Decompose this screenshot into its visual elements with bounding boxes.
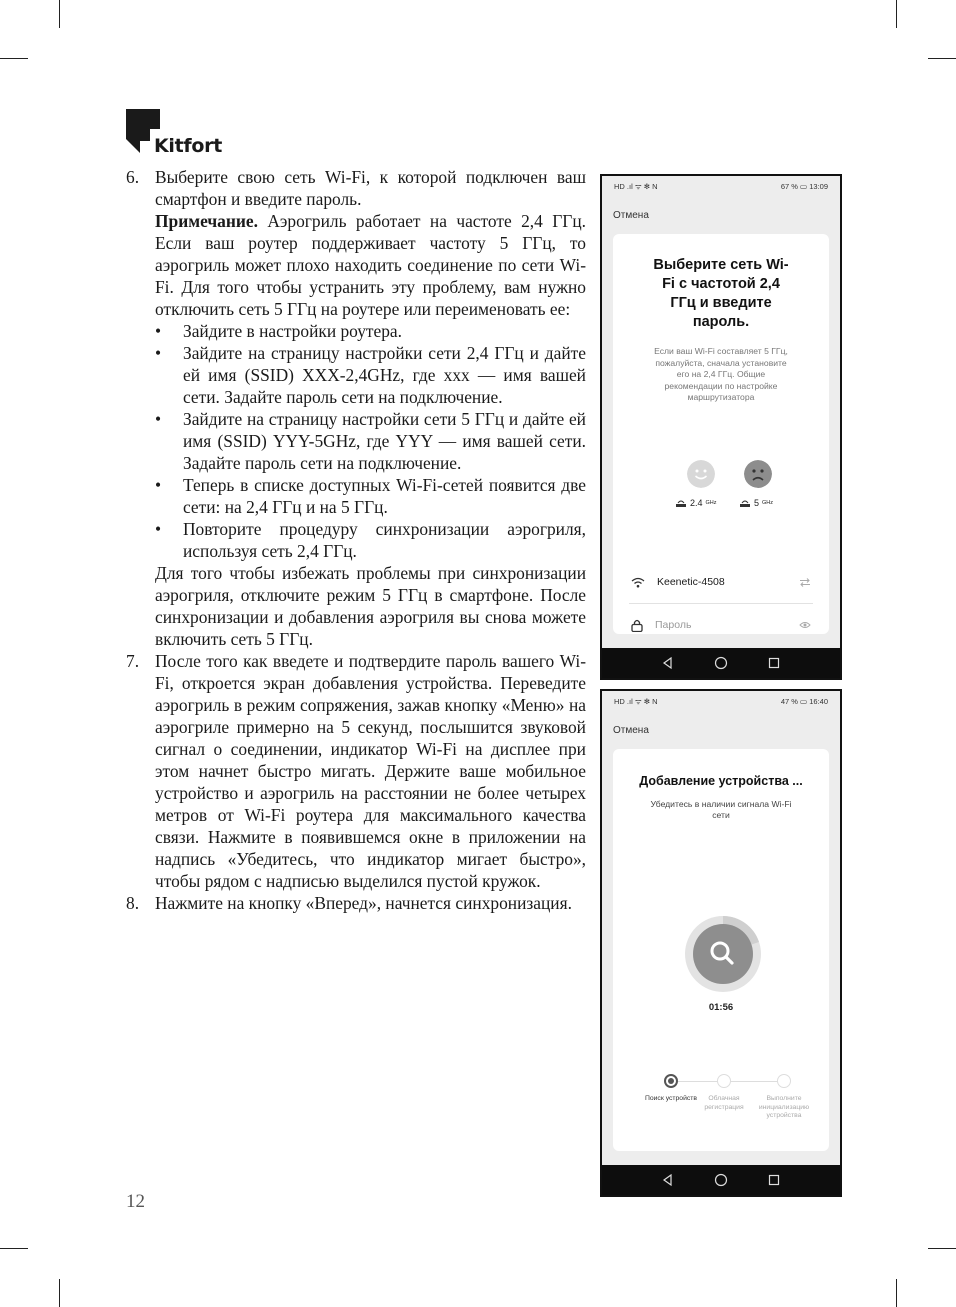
status-icons: HD .ıl ᯤ ✻ N [614,182,658,191]
bullet-item: • Зайдите в настройки роутера. [155,321,402,341]
step-body: После того как введете и подтвердите пароль вашего Wi-Fi, откроется экран добавления устройства. Переведите аэрогриль в режим сопряжения, зажав кнопку «Меню» на аэрогриле примерно на 5 секунд, послышится звуковой сигнал о соединении, индикатор Wi-Fi на дисплее при этом начнет быстро мигать. Держите ваше мобильное устройство и аэрогриль на расстоянии не более четырех метров от Wi-Fi роутера для максимального качества связи. Нажмите в появившемся окне в приложении на надпись «Убедитесь, что индикатор мигает быстро», чтобы рядом с надписью выделился пустой кружок. [155,651,586,891]
step-label: Облачная регистрация [704,1095,744,1111]
nav-bar [602,648,840,678]
crop-mark [896,1279,897,1307]
smile-face-icon [687,460,715,488]
phone-screenshot-wifi [600,174,842,680]
adding-device-subtitle: Убедитесь в наличии сигнала Wi-Fi сети [650,799,792,820]
bullet-item: • Зайдите на страницу настройки сети 5 ГГц и дайте ей имя (SSID) YYY-5GHz, где YYY — имя вашей сети. Задайте пароль сети на подключение. [155,409,586,473]
wifi-subtitle[interactable]: Если ваш Wi-Fi составляет 5 ГГц, пожалуйста, сначала установите его на 2,4 ГГц. Общие рекомендации по настройке маршрутизатора [654,346,788,402]
step-label: Выполните инициализацию устройства [758,1095,810,1119]
back-icon[interactable] [661,1173,675,1187]
after-paragraph: Для того чтобы избежать проблемы при синхронизации аэрогриля, отключите режим 5 ГГц в смартфоне. После синхронизации и добавления аэрогриля вы снова можете включить сеть 5 ГГц. [155,563,586,649]
wifi-title: Выберите сеть Wi-Fi с частотой 2,4 ГГц и введите пароль. [653,257,789,330]
instructions-text [126,166,586,914]
phone-screenshot-adding-device [600,689,842,1197]
cloud-icon [717,1074,731,1088]
password-row[interactable] [631,610,811,640]
home-icon[interactable] [714,1173,728,1187]
crop-mark [896,0,897,28]
status-icons: HD .ıl ᯤ ✻ N [614,697,658,706]
brand-logo [126,109,256,159]
cancel-button[interactable]: Отмена [613,725,649,736]
band-24ghz: 2.4 GHz [675,498,717,508]
lock-icon [631,619,643,632]
divider [629,603,813,604]
brand-name: Kitfort [154,135,222,157]
search-progress [683,914,763,994]
note-paragraph [126,210,586,320]
step-label: Поиск устройств [644,1095,698,1102]
back-icon[interactable] [661,656,675,670]
note-label: Примечание. [155,211,258,231]
switch-network-icon[interactable] [799,578,811,587]
band-5ghz: 5 GHz [739,498,773,508]
sad-face-icon [744,460,772,488]
wifi-icon [631,577,645,588]
step-8 [126,892,586,914]
step-number: 8. [126,893,140,913]
bullet-item: • Повторите процедуру синхронизации аэрогриля, используя сеть 2,4 ГГц. [155,519,586,561]
nav-bar [602,1165,840,1195]
status-bar [602,691,840,713]
recent-apps-icon[interactable] [767,1173,781,1187]
wifi-card [613,234,829,634]
status-battery-time: 47 % ▭ 16:40 [780,697,828,706]
bullet-list [126,320,586,562]
step-lead: Выберите свою сеть Wi-Fi, к которой подключен ваш смартфон и введите пароль. [155,167,586,209]
crop-mark [928,1248,956,1249]
home-icon[interactable] [714,656,728,670]
ssid-value: Keenetic-4508 [657,576,725,588]
crop-mark [59,0,60,28]
countdown-timer: 01:56 [708,1002,734,1013]
crop-mark [59,1279,60,1307]
ssid-row[interactable] [631,567,811,597]
step-number: 6. [126,167,140,187]
copyright-icon [777,1074,791,1088]
crop-mark [928,58,956,59]
step-number: 7. [126,651,140,671]
step-7 [126,650,586,892]
cancel-button[interactable]: Отмена [613,210,649,221]
adding-device-title: Добавление устройства ... [639,774,803,788]
step-body: Нажмите на кнопку «Вперед», начнется синхронизация. [155,893,572,913]
router-icon [675,499,687,508]
password-input[interactable]: Пароль [655,619,692,631]
note-text: Аэрогриль работает на частоте 2,4 ГГц. Если ваш роутер поддерживает частоту 5 ГГц, то аэрогриль может плохо находить соединение по сети Wi-Fi. Для того чтобы устранить эту проблему, вам нужно отключить сеть 5 ГГц на роутере или переименовать ее: [155,211,586,319]
step-6 [126,166,586,210]
step-dot-active [664,1074,678,1088]
recent-apps-icon[interactable] [767,656,781,670]
bullet-item: • Зайдите на страницу настройки сети 2,4 ГГц и дайте ей имя (SSID) XXX-2,4GHz, где xxx — имя вашей сети. Задайте пароль сети на подключение. [155,343,586,407]
adding-device-card [613,749,829,1151]
eye-icon[interactable] [799,621,811,629]
crop-mark [0,1248,28,1249]
crop-mark [0,58,28,59]
status-bar [602,176,840,198]
page-number: 12 [126,1191,145,1212]
router-icon [739,499,751,508]
bullet-item: • Теперь в списке доступных Wi-Fi-сетей появится две сети: на 2,4 ГГц и на 5 ГГц. [155,475,586,517]
status-battery-time: 67 % ▭ 13:09 [780,182,828,191]
